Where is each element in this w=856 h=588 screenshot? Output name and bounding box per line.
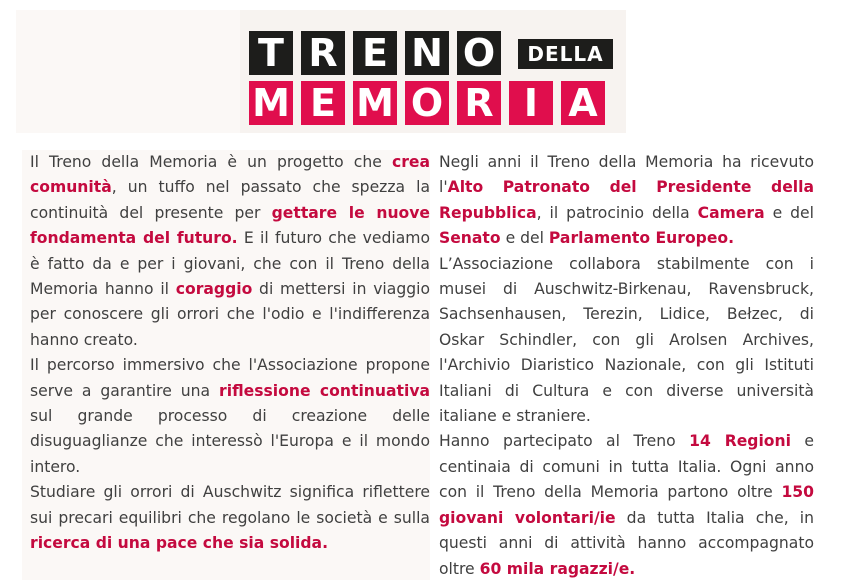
highlight-text: coraggio [175,280,253,299]
logo-tile: R [457,81,501,125]
text-run: e centinaia di comuni in tutta Italia. Ogni anno con il Treno della Memoria partono oltre [439,432,814,502]
text-run: , il patrocinio della [536,203,698,222]
logo-tile: T [249,31,293,75]
highlight-text: ricerca di una pace che sia solida. [30,534,328,553]
highlight-text: Camera [697,203,765,222]
left-paragraph-intro [30,150,430,353]
logo-tile: A [561,81,605,125]
highlight-text: Senato [439,229,501,248]
logo-tile: E [301,81,345,125]
left-text-column [22,150,430,580]
logo-della: DELLA [518,39,613,69]
highlight-text: crea comunità [30,153,430,197]
text-run: da tutta Italia che, in questi anni di attività hanno accompagnato oltre [439,508,815,578]
right-text-column [439,150,814,582]
logo-tile: I [509,81,553,125]
text-run: , un tuffo nel passato che spezza la continuità del presente per [30,178,430,222]
left-paragraph-auschwitz [30,480,430,556]
logo-tile: O [457,31,501,75]
text-run: Studiare gli orrori di Auschwitz significa riflettere sui precari equilibri che regolano le società e sulla [30,483,430,527]
treno-della-memoria-logo [249,23,615,133]
text-run: e del [500,229,549,248]
text-run: Negli anni il Treno della Memoria ha ricevuto l' [439,153,814,197]
highlight-text: 60 mila ragazzi/e. [479,559,636,578]
highlight-text: 150 giovani volontari/ie [439,483,814,527]
text-run: E il futuro che vediamo è fatto da e per i giovani, che con il Treno della Memoria hanno il [30,229,430,299]
highlight-text: Alto Patronato del Presidente della Repubblica [439,178,814,222]
highlight-text: Parlamento Europeo. [548,229,735,248]
logo-tile: O [405,81,449,125]
logo-tile: M [249,81,293,125]
highlight-text: gettare le nuove fondamenta del futuro. [30,203,431,248]
logo-tile: M [353,81,397,125]
text-run: Il Treno della Memoria è un progetto che [30,153,392,171]
text-run: sul grande processo di creazione delle disuguaglianze che interessò l'Europa e il mondo intero. [30,407,430,476]
text-run: e del [764,203,814,222]
highlight-text: riflessione continuativa [219,381,431,400]
text-run: Il percorso immersivo che l'Associazione propone serve a garantire una [30,356,430,400]
logo-tile: R [301,31,345,75]
text-run: Hanno partecipato al Treno [439,432,690,451]
logo-tile: N [405,31,449,75]
text-run: L’Associazione collabora stabilmente con i musei di Auschwitz-Birkenau, Ravensbruck, Sachsenhausen, Terezin, Lidice, Bełzec, di Oskar Schindler, con gli Arolsen Archives, l'Archivio Diaristico Nazionale, con gli Istituti Italiani di Cultura e con diverse università italiane e straniere. [439,254,814,426]
highlight-text: 14 Regioni [689,432,791,451]
logo-background-left [16,10,240,133]
right-paragraph-associazione [439,252,814,430]
right-paragraph-patronato [439,150,814,252]
right-paragraph-partecipanti [439,429,814,581]
text-run: di mettersi in viaggio per conoscere gli orrori che l'odio e l'indifferenza hanno creato. [30,280,430,349]
logo-tile: E [353,31,397,75]
left-paragraph-percorso [30,353,430,480]
